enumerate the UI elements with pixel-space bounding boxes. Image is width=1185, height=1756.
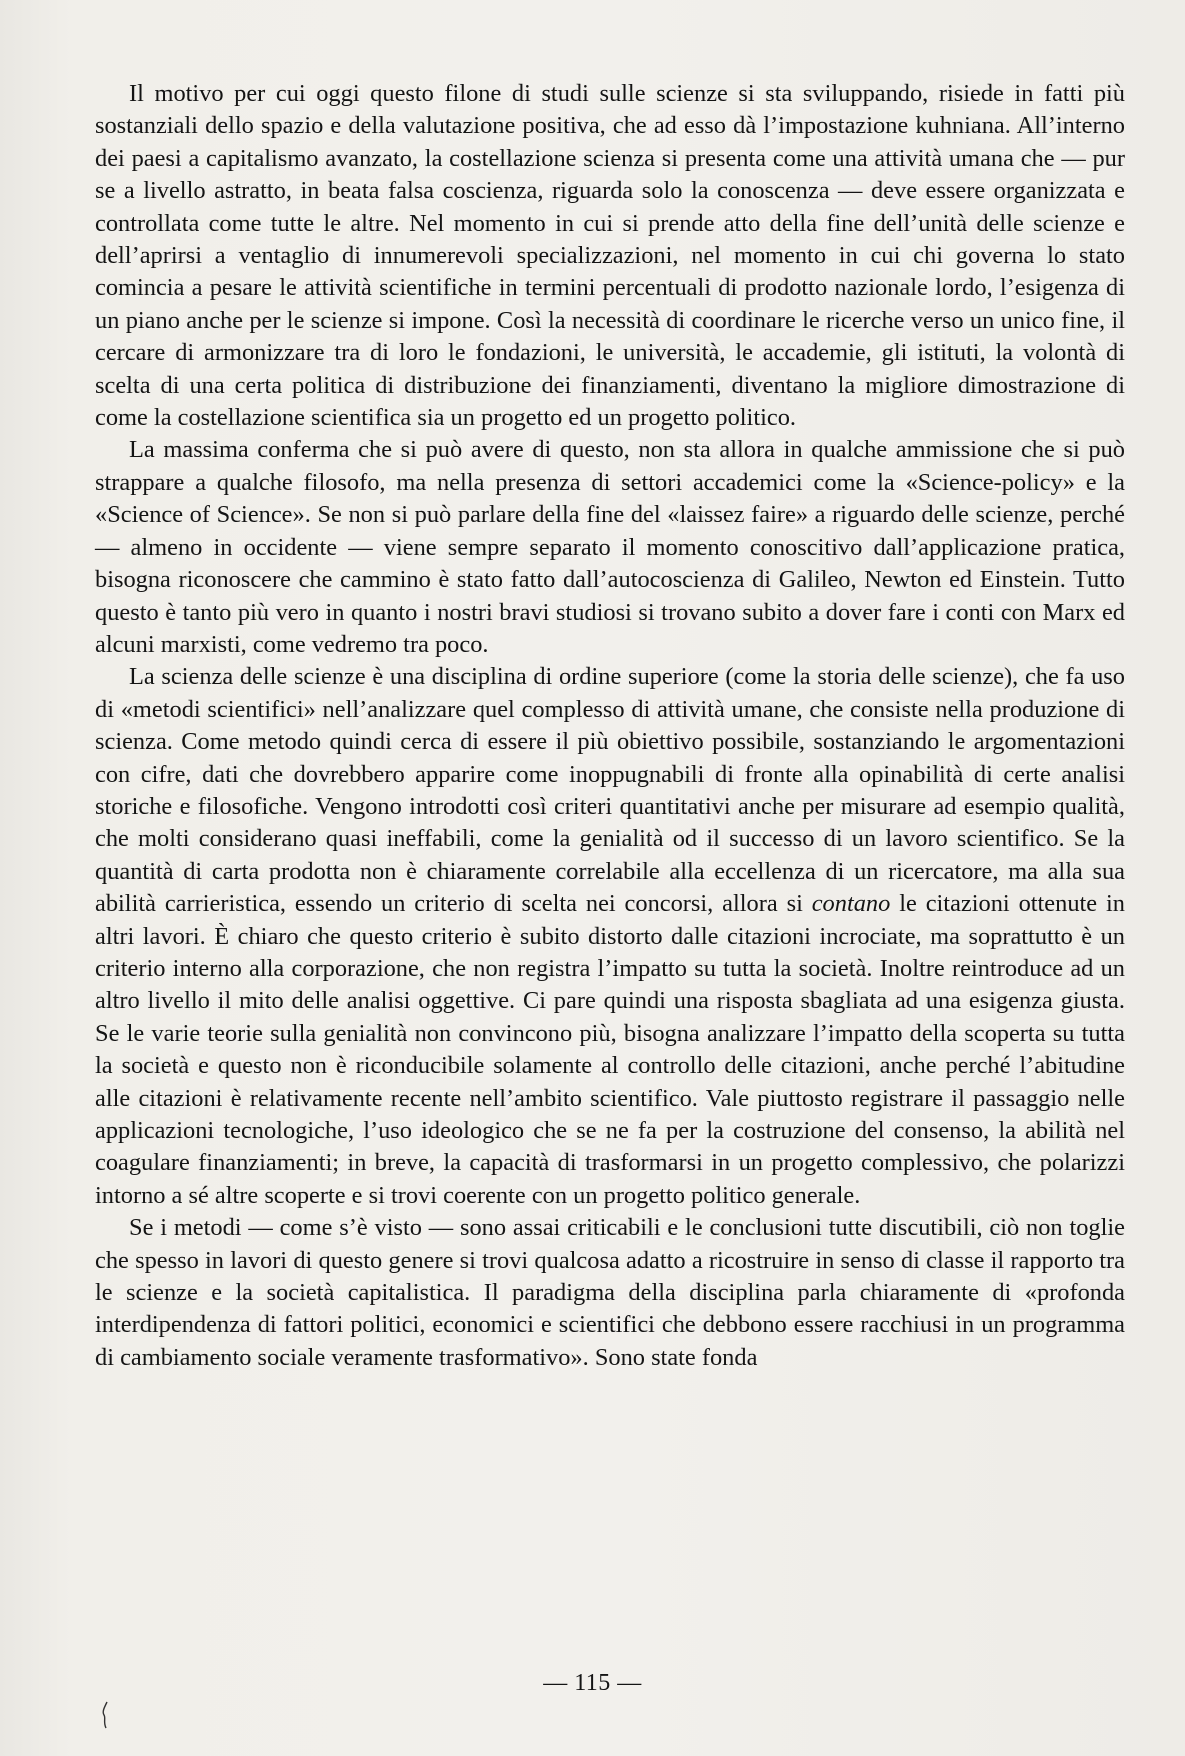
paragraph-3 [95, 661, 1125, 1212]
paragraph-2: La massima conferma che si può avere di questo, non sta allora in qualche ammissione che si può strappare a qualche filosofo, ma nella presenza di settori accademici come la «Science-policy» e la «Science of Science». Se non si può parlare della fine del «laissez faire» a riguardo delle scienze, perché — almeno in occidente — viene sempre separato il momento conoscitivo dall’applicazione pratica, bisogna riconoscere che cammino è stato fatto dall’autocoscienza di Galileo, Newton ed Einstein. Tutto questo è tanto più vero in quanto i nostri bravi studiosi si trovano subito a dover fare i conti con Marx ed alcuni marxisti, come vedremo tra poco. [95, 436, 1125, 658]
paragraph-3-part-2: le citazioni ottenute in altri lavori. È chiaro che questo criterio è subito distorto dalle citazioni incrociate, ma soprattutto è un criterio interno alla corporazione, che non registra l’impatto su tutta la società. Inoltre reintroduce ad un altro livello il mito delle analisi oggettive. Ci pare quindi una risposta sbagliata ad una esigenza giusta. Se le varie teorie sulla genialità non convincono più, bisogna analizzare l’impatto della scoperta su tutta la società e questo non è riconducibile solamente al controllo delle citazioni, anche perché l’abitudine alle citazioni è relativamente recente nell’ambito scientifico. Vale piuttosto registrare il passaggio nelle applicazioni tecnologiche, l’uso ideologico che se ne fa per la costruzione del consenso, la abilità nel coagulare finanziamenti; in breve, la capacità di trasformarsi in un progetto complessivo, che polarizzi intorno a sé altre scoperte e si trovi coerente con un progetto politico generale. [95, 890, 1125, 1209]
paragraph-4: Se i metodi — come s’è visto — sono assai criticabili e le conclusioni tutte discutibili, ciò non toglie che spesso in lavori di questo genere si trovi qualcosa adatto a ricostruire in senso di classe il rapporto tra le scienze e la società capitalistica. Il paradigma della disciplina parla chiaramente di «profonda interdipendenza di fattori politici, economici e scientifici che debbono essere racchiusi in un programma di cambiamento sociale veramente trasformativo». Sono state fonda [95, 1214, 1125, 1371]
body-text [95, 78, 1125, 1374]
paragraph-3-part-1: La scienza delle scienze è una disciplina di ordine superiore (come la storia delle scienze), che fa uso di «metodi scientifici» nell’analizzare quel complesso di attività umane, che consiste nella produzione di scienza. Come metodo quindi cerca di essere il più obiettivo possibile, sostanziando le argomentazioni con cifre, dati che dovrebbero apparire come inoppugnabili di fronte alla opinabilità di certe analisi storiche e filosofiche. Vengono introdotti così criteri quantitativi anche per misurare ad esempio qualità, che molti considerano quasi ineffabili, come la genialità od il successo di un lavoro scientifico. Se la quantità di carta prodotta non è chiaramente correlabile alla eccellenza di un ricercatore, ma alla sua abilità carrieristica, essendo un criterio di scelta nei concorsi, allora si [95, 663, 1125, 918]
stray-ink-mark-icon [98, 1700, 114, 1730]
emphasis-contano: contano [811, 890, 891, 918]
page-number: — 115 — [543, 1670, 642, 1696]
paragraph-1: Il motivo per cui oggi questo filone di studi sulle scienze si sta sviluppando, risiede in fatti più sostanziali dello spazio e della valutazione positiva, che ad esso dà l’impostazione kuhniana. All’interno dei paesi a capitalismo avanzato, la costellazione scienza si presenta come una attività umana che — pur se a livello astratto, in beata falsa coscienza, riguarda solo la conoscenza — deve essere organizzata e controllata come tutte le altre. Nel momento in cui si prende atto della fine dell’unità delle scienze e dell’aprirsi a ventaglio di innumerevoli specializzazioni, nel momento in cui chi governa lo stato comincia a pesare le attività scientifiche in termini percentuali di prodotto nazionale lordo, l’esigenza di un piano anche per le scienze si impone. Così la necessità di coordinare le ricerche verso un unico fine, il cercare di armonizzare tra di loro le fondazioni, le università, le accademie, gli istituti, la volontà di scelta di una certa politica di distribuzione dei finanziamenti, diventano la migliore dimostrazione di come la costellazione scientifica sia un progetto ed un progetto politico. [95, 80, 1125, 432]
